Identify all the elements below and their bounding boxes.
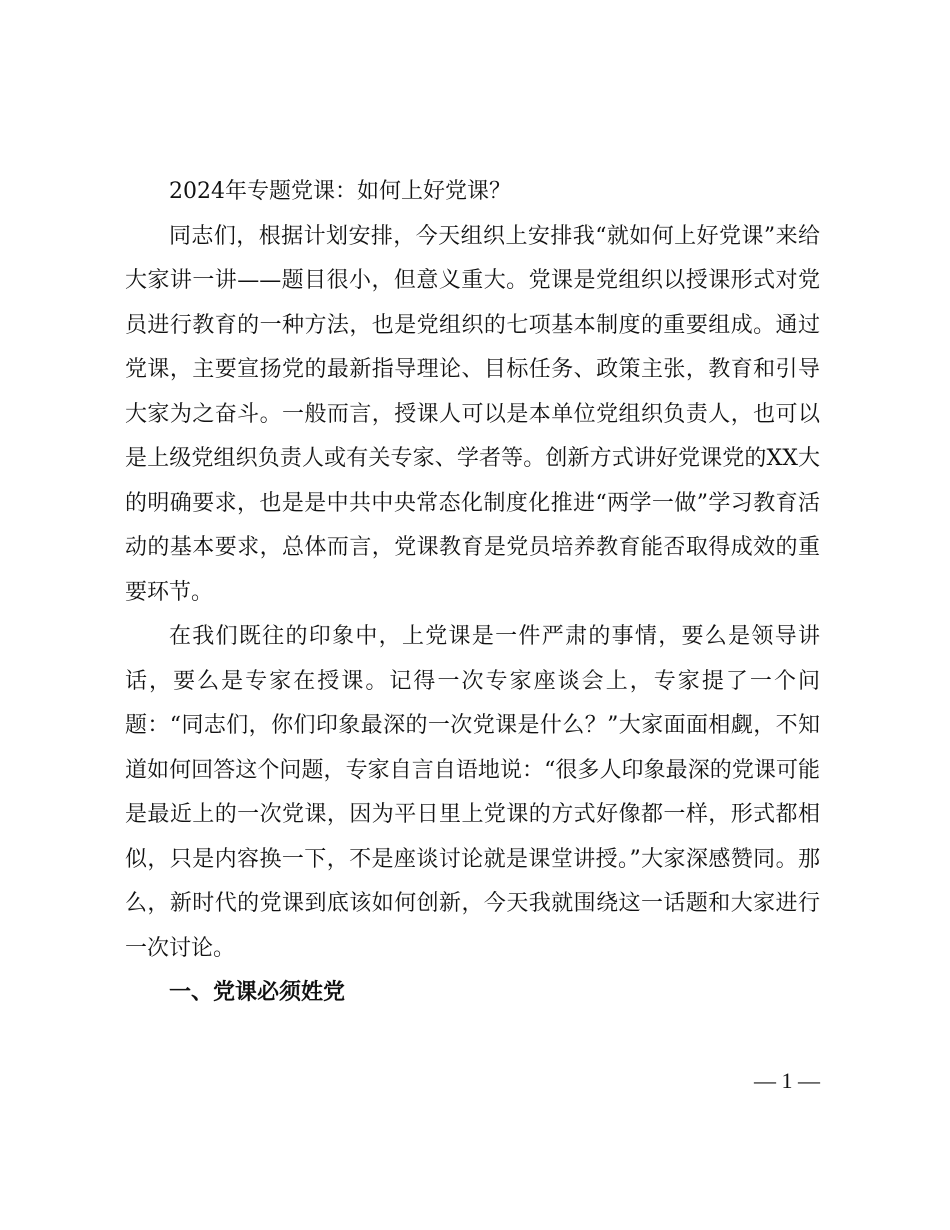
document-title: 2024年专题党课：如何上好党课？	[169, 179, 511, 204]
page-number: — 1 —	[754, 1068, 820, 1093]
paragraph-impression: 在我们既往的印象中，上党课是一件严肃的事情，要么是领导讲话，要么是专家在授课。记得一次专家座谈会上，专家提了一个问题：“同志们，你们印象最深的一次党课是什么？”大家面面相觑，不知道如何回答这个问题，专家自言自语地说：“很多人印象最深的党课可能是最近上的一次党课，因为平日里上党课的方式好像都一样，形式都相似，只是内容换一下，不是座谈讨论就是课堂讲授。”大家深感赞同。那么，新时代的党课到底该如何创新，今天我就围绕这一话题和大家进行一次讨论。	[125, 624, 820, 961]
paragraph-intro: 同志们，根据计划安排，今天组织上安排我“就如何上好党课”来给大家讲一讲——题目很小，但意义重大。党课是党组织以授课形式对党员进行教育的一种方法，也是党组织的七项基本制度的重要组成。通过党课，主要宣扬党的最新指导理论、目标任务、政策主张，教育和引导大家为之奋斗。一般而言，授课人可以是本单位党组织负责人，也可以是上级党组织负责人或有关专家、学者等。创新方式讲好党课党的XX大的明确要求，也是是中共中央常态化制度化推进“两学一做”学习教育活动的基本要求，总体而言，党课教育是党员培养教育能否取得成效的重要环节。	[125, 223, 820, 605]
document-body	[125, 170, 820, 1016]
section-heading: 一、党课必须姓党	[169, 980, 346, 1005]
